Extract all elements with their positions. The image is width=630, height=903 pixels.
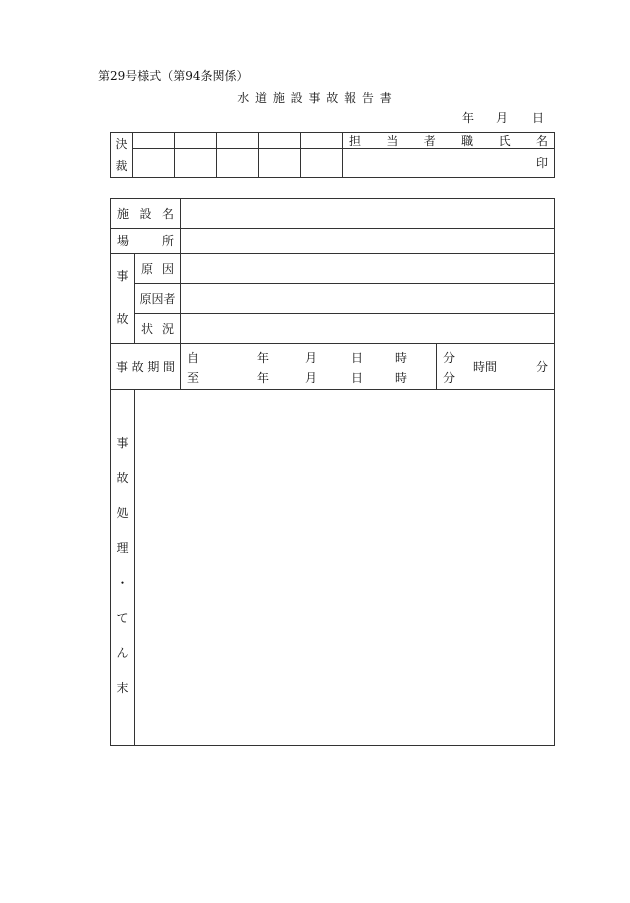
period-label: 事 故 期 間: [111, 344, 181, 390]
duration-field[interactable]: 時間 分: [437, 344, 555, 390]
staff-seal-cell[interactable]: [343, 149, 555, 178]
period-range-field[interactable]: 自 年 月 日 時 分 至 年 月 日 時 分: [181, 344, 437, 390]
staff-header: 担 当 者 職 氏 名: [343, 133, 555, 149]
approval-seal-cell[interactable]: [175, 149, 217, 178]
location-field[interactable]: [181, 229, 555, 254]
approval-cell[interactable]: [259, 133, 301, 149]
accident-report-table: [110, 198, 555, 746]
date-month: 月: [496, 111, 509, 125]
approval-cell[interactable]: [133, 133, 175, 149]
location-label: 場 所: [111, 229, 181, 254]
seal-mark: 印: [535, 156, 548, 170]
facility-name-field[interactable]: [181, 199, 555, 229]
approval-seal-cell[interactable]: [133, 149, 175, 178]
accident-label: 事 故: [111, 254, 135, 344]
form-number: 第29号様式（第94条関係）: [98, 69, 249, 83]
approval-cell[interactable]: [301, 133, 343, 149]
facility-name-label: 施 設 名: [111, 199, 181, 229]
cause-label: 原 因: [135, 254, 181, 284]
causer-field[interactable]: [181, 284, 555, 314]
status-label: 状 況: [135, 314, 181, 344]
handling-label: 事 故 処 理 ・ て ん 末: [111, 390, 135, 746]
approval-seal-cell[interactable]: [301, 149, 343, 178]
document-title: 水 道 施 設 事 故 報 告 書: [237, 91, 393, 105]
approval-cell[interactable]: [175, 133, 217, 149]
approval-seal-cell[interactable]: [217, 149, 259, 178]
status-field[interactable]: [181, 314, 555, 344]
causer-label: 原因者: [135, 284, 181, 314]
date-year: 年: [462, 111, 475, 125]
handling-field[interactable]: [135, 390, 555, 746]
approval-table: [110, 132, 555, 178]
cause-field[interactable]: [181, 254, 555, 284]
approval-label: 決 裁: [111, 133, 133, 178]
approval-seal-cell[interactable]: [259, 149, 301, 178]
date-day: 日: [532, 111, 545, 125]
approval-cell[interactable]: [217, 133, 259, 149]
